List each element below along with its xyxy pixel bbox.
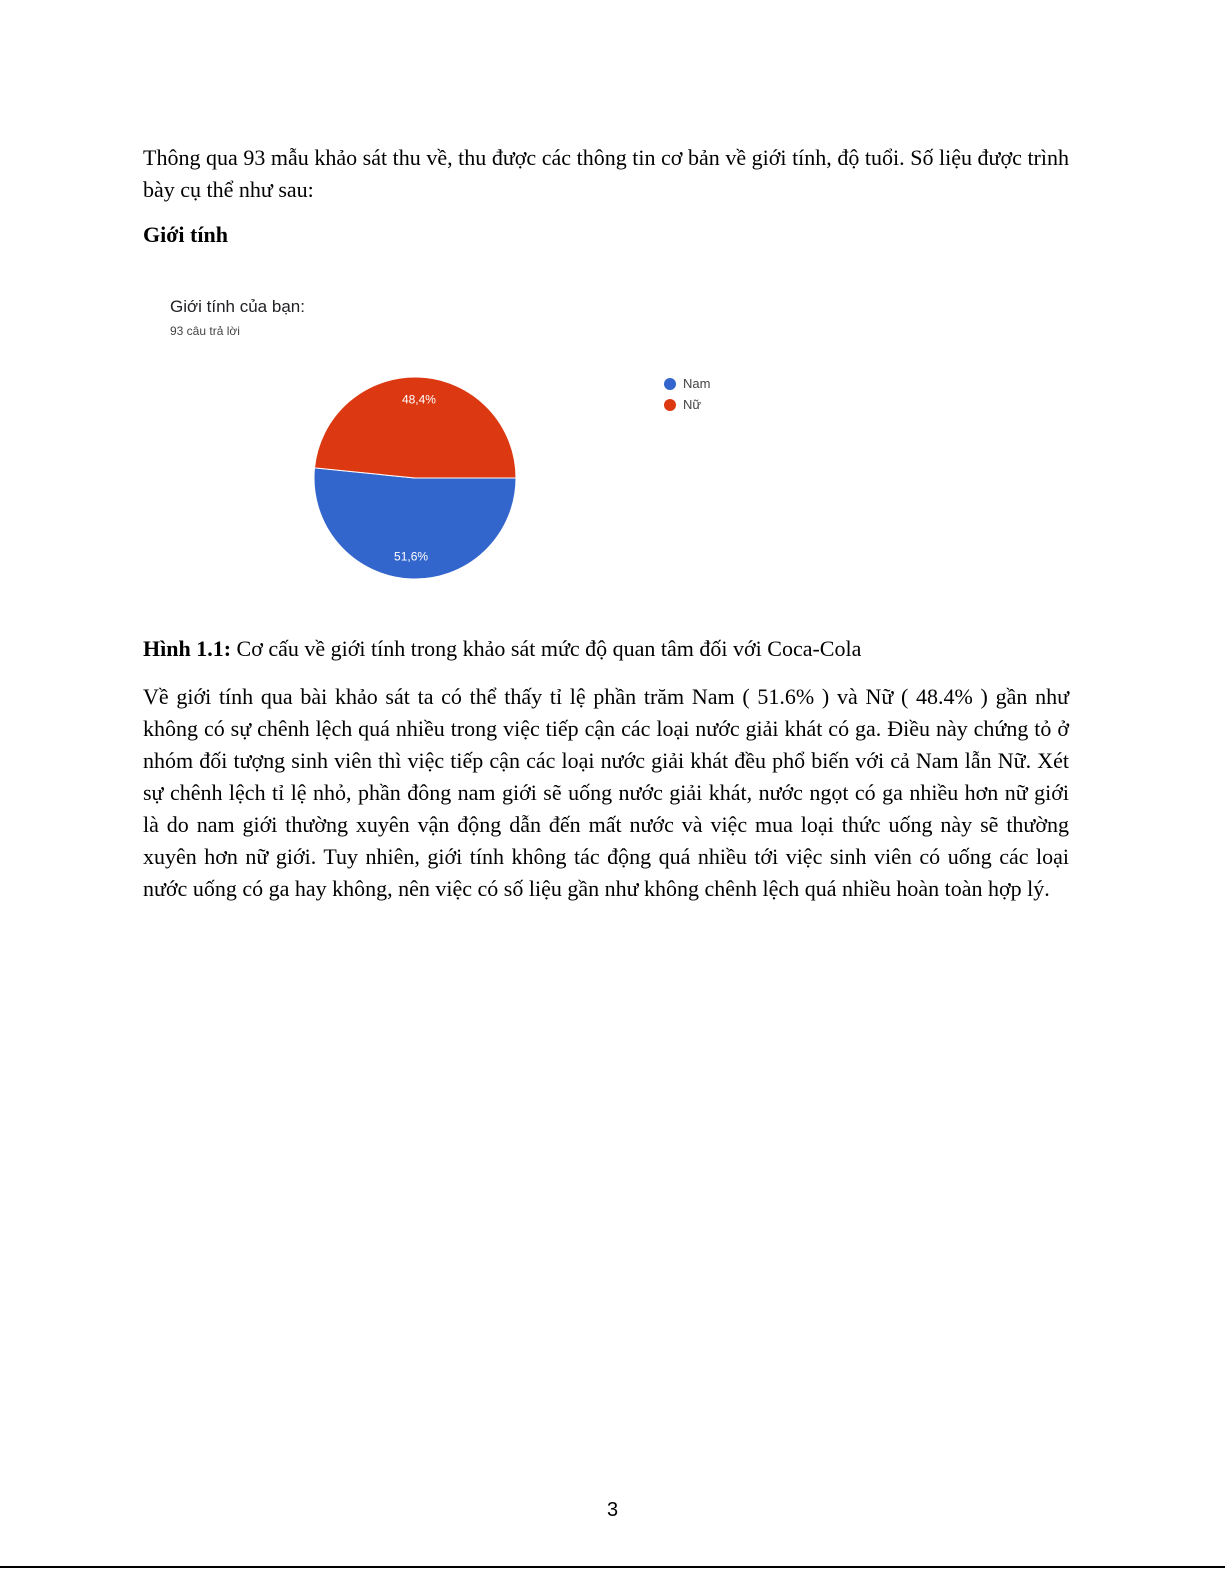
bottom-rule — [0, 1566, 1225, 1568]
figure-caption — [143, 633, 1069, 665]
section-heading: Giới tính — [143, 222, 228, 247]
pie-label-nam: 51,6% — [394, 549, 429, 564]
legend-swatch-nam — [664, 378, 676, 390]
legend-label-nu: Nữ — [683, 397, 702, 412]
legend-label-nam: Nam — [683, 376, 711, 391]
caption-text: Cơ cấu về giới tính trong khảo sát mức độ quan tâm đối với Coca-Cola — [231, 636, 862, 661]
legend-item-nam — [664, 373, 710, 394]
legend-item-nu — [664, 394, 710, 415]
caption-label: Hình 1.1: — [143, 636, 232, 661]
chart-legend — [664, 373, 710, 415]
intro-paragraph: Thông qua 93 mẫu khảo sát thu về, thu được các thông tin cơ bản về giới tính, độ tuổi. Số liệu được trình bày cụ thể như sau: — [143, 145, 1069, 202]
legend-swatch-nu — [664, 399, 676, 411]
pie-chart-plot — [300, 365, 530, 595]
pie-label-nu: 48,4% — [401, 392, 436, 407]
chart-title: Giới tính của bạn: — [170, 297, 305, 316]
page-number: 3 — [606, 1499, 619, 1521]
body-paragraph: Về giới tính qua bài khảo sát ta có thể thấy tỉ lệ phần trăm Nam ( 51.6% ) và Nữ ( 48.4% ) gần như không có sự chênh lệch quá nhiều trong việc tiếp cận các loại nước giải khát có ga. Điều này chứng tỏ ở nhóm đối tượng sinh viên thì việc tiếp cận các loại nước giải khát đều phổ biến với cả Nam lẫn Nữ. Xét sự chênh lệch tỉ lệ nhỏ, phần đông nam giới sẽ uống nước giải khát, nước ngọt có ga nhiều hơn nữ giới là do nam giới thường xuyên vận động dẫn đến mất nước và việc mua loại thức uống này sẽ thường xuyên hơn nữ giới. Tuy nhiên, giới tính không tác động quá nhiều tới việc sinh viên có uống các loại nước uống có ga hay không, nên việc có số liệu gần như không chênh lệch quá nhiều hoàn toàn hợp lý. — [143, 684, 1069, 901]
chart-subtitle: 93 câu trả lời — [170, 324, 240, 338]
